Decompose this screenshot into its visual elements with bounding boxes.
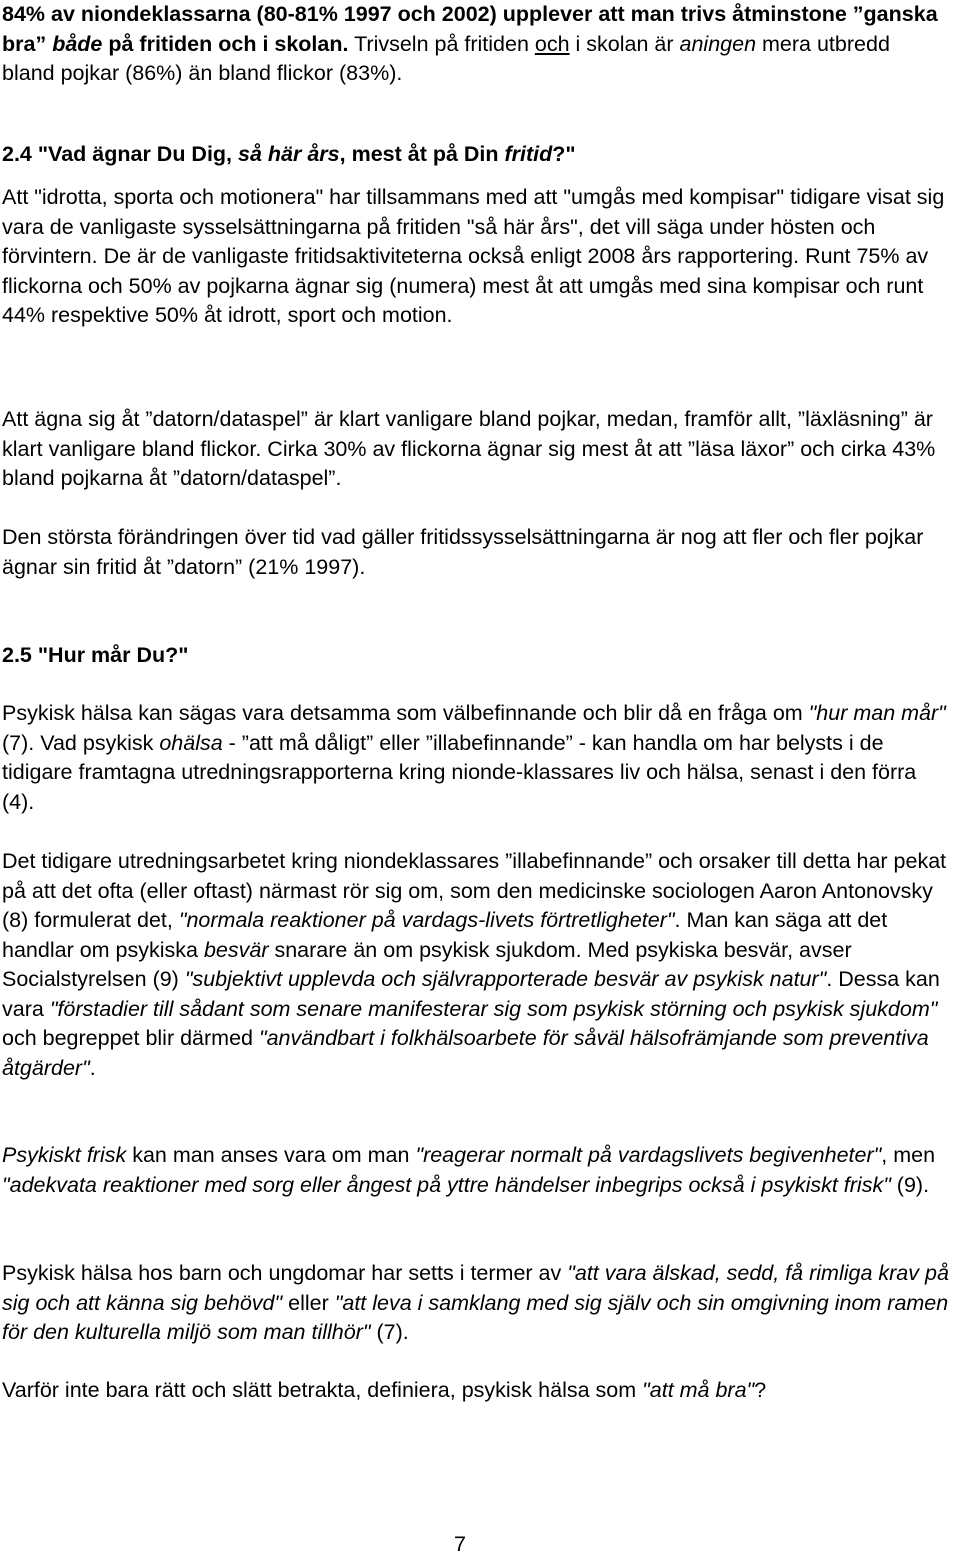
paragraph-forandring-text: Den största förändringen över tid vad gäller fritidssysselsättningarna är nog att fler och fler pojkar ägnar sin fritid åt ”datorn” (21% 1997). (2, 525, 924, 579)
paragraph-barn-ungdomar (2, 1259, 954, 1348)
barn-text-2: eller (282, 1290, 335, 1315)
barn-text-3: (7). (370, 1320, 409, 1344)
frisk-text-2: , men (881, 1143, 936, 1167)
paragraph-psykiskt-frisk (2, 1141, 954, 1200)
barn-italic-2: "att leva i samklang med sig själv och sin omgivning inom ramen för den kulturella miljö som man tillhör" (2, 1290, 949, 1344)
intro-text-5: mera utbredd bland pojkar (86%) än bland flickor (83%). (2, 31, 890, 85)
frisk-text-3: (9). (890, 1172, 930, 1197)
paragraph-utredning (2, 847, 954, 1083)
heading-2-5-text: 2.5 "Hur mår Du?" (2, 643, 189, 667)
varfor-italic-1: "att må bra" (642, 1378, 755, 1402)
heading-2-4-part-a: 2.4 "Vad ägnar Du Dig, (2, 142, 239, 166)
utredning-italic-2: besvär (203, 937, 269, 962)
paragraph-dator (2, 405, 954, 494)
utredning-italic-5: "användbart i folkhälsoarbete för såväl hälsofrämjande som preventiva åtgärder" (2, 1026, 929, 1080)
paragraph-fritid (2, 183, 954, 331)
intro-paragraph (2, 0, 942, 89)
heading-2-4-part-c: , mest åt på Din (339, 142, 505, 166)
psykisk-text-1: Psykisk hälsa kan sägas vara detsamma som välbefinnande och blir då en fråga om (2, 701, 809, 725)
heading-2-4-part-e: ?" (552, 142, 576, 166)
utredning-italic-1: "normala reaktioner på vardags-livets förtretligheter" (178, 908, 675, 932)
psykisk-text-3: - ”att må dåligt” eller ”illabefinnande” - kan handla om har belysts i de tidigare framtagna utredningsrapporterna kring nionde-klassares liv och hälsa, senast i den förra (4). (2, 730, 917, 814)
heading-2-4-italic-b: så här års (238, 142, 340, 166)
varfor-text-1: Varför inte bara rätt och slätt betrakta, definiera, psykisk hälsa som (2, 1378, 643, 1402)
intro-text-1: Trivseln på fritiden (348, 31, 535, 56)
intro-underlined-och: och (534, 31, 570, 56)
utredning-italic-4: "förstadier till sådant som senare manifesterar sig som psykisk störning och psykisk sjukdom" (49, 996, 938, 1021)
utredning-text-5: och begreppet blir därmed (2, 1026, 259, 1050)
intro-bold-part-3: på fritiden och i skolan. (102, 31, 349, 56)
frisk-italic-3: "adekvata reaktioner med sorg eller ångest på yttre händelser inbegrips också i psykiskt frisk" (2, 1172, 891, 1197)
paragraph-fritid-text: Att "idrotta, sporta och motionera" har tillsammans med att "umgås med kompisar" tidigare visat sig vara de vanligaste sysselsättningarna på fritiden "så här års", det vill säga under hösten och förvintern. De är de vanligaste fritidsaktiviteterna också enligt 2008 års rapportering. Runt 75% av flickorna och 50% av pojkarna ägnar sig (numera) mest åt att umgås med sina kompisar och runt 44% respektive 50% åt idrott, sport och motion. (2, 185, 945, 327)
intro-text-3: i skolan är (569, 31, 680, 56)
psykisk-text-2: (7). Vad psykisk (2, 730, 160, 755)
frisk-italic-1: Psykiskt frisk (2, 1143, 127, 1167)
paragraph-dator-text: Att ägna sig åt ”datorn/dataspel” är klart vanligare bland pojkar, medan, framför allt, ”läxläsning” är klart vanligare bland flickor. Cirka 30% av flickorna ägnar sig mest åt att ”läsa läxor” och cirka 43% bland pojkarna åt ”datorn/dataspel”. (2, 407, 936, 490)
paragraph-psykisk-halsa (2, 699, 954, 817)
varfor-text-2: ? (754, 1378, 767, 1402)
barn-text-1: Psykisk hälsa hos barn och ungdomar har setts i termer av (2, 1261, 568, 1285)
frisk-italic-2: "reagerar normalt på vardagslivets begivenheter" (415, 1143, 882, 1167)
intro-bold-italic-bade: både (52, 31, 103, 56)
paragraph-varfor (2, 1376, 954, 1406)
intro-italic-aningen: aningen (679, 31, 757, 56)
heading-2-4-italic-d: fritid (504, 142, 553, 166)
page-number: 7 (454, 1532, 466, 1556)
paragraph-forandring (2, 523, 954, 582)
utredning-text-2: . Man kan säga att det handlar om psykiska (2, 908, 888, 962)
barn-italic-1: "att vara älskad, sedd, få rimliga krav på sig och att känna sig behövd" (2, 1261, 949, 1315)
frisk-text-1: kan man anses vara om man (126, 1143, 416, 1167)
utredning-text-3: snarare än om psykisk sjukdom. Med psykiska besvär, avser Socialstyrelsen (9) (2, 937, 852, 991)
psykisk-italic-1: "hur man mår" (808, 701, 946, 725)
section-heading-2-4 (2, 140, 576, 170)
utredning-text-6: . (89, 1055, 96, 1080)
psykisk-italic-2: ohälsa (159, 730, 223, 755)
utredning-text-4: . Dessa kan vara (2, 967, 940, 1021)
intro-bold-part-1: 84% av niondeklassarna (80-81% 1997 och 2002) upplever att man trivs åtminstone ”ganska bra” (2, 2, 938, 56)
utredning-text-1: Det tidigare utredningsarbetet kring niondeklassares ”illabefinnande” och orsaker till detta har pekat på att det ofta (eller oftast) närmast rör sig om, som den medicinske sociologen Aaron Antonovsky (8) formulerat det, (2, 849, 947, 932)
section-heading-2-5 (2, 641, 188, 671)
utredning-italic-3: "subjektivt upplevda och självrapporterade besvär av psykisk natur" (184, 967, 827, 991)
